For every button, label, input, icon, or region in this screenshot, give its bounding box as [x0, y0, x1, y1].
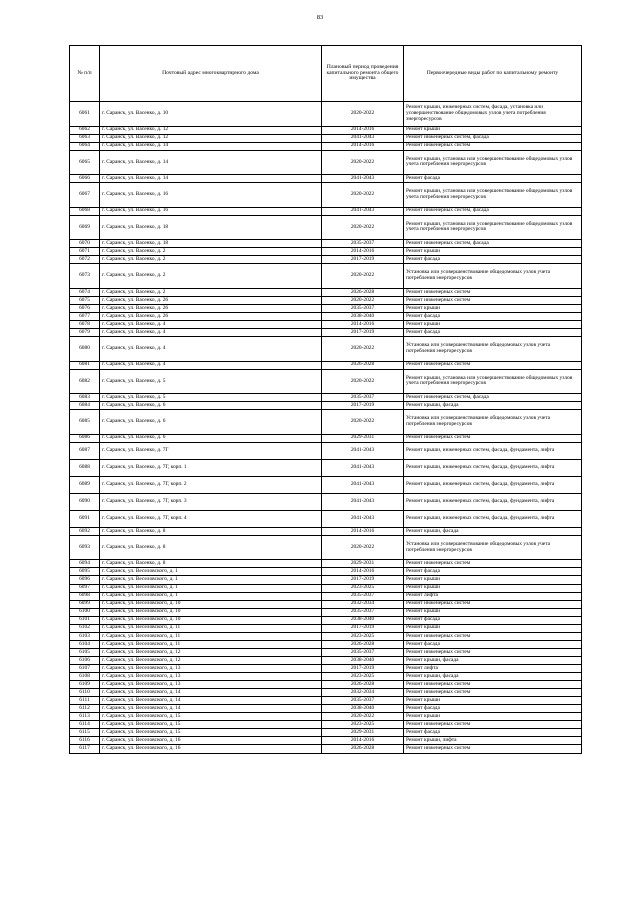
row-works: Установка или усовершенствование общедомовых узлов учета потребления энергоресурсов	[404, 535, 582, 560]
row-number: 6117	[70, 745, 100, 753]
table-row	[70, 560, 582, 568]
row-number: 6110	[70, 689, 100, 697]
row-works: Ремонт лифта	[404, 592, 582, 600]
row-works: Ремонт крыши	[404, 624, 582, 632]
row-address: г. Саранск, ул. Васенко, д. 16	[100, 207, 322, 215]
row-number: 6079	[70, 329, 100, 337]
row-number: 6078	[70, 321, 100, 329]
row-number: 6082	[70, 369, 100, 394]
table-row	[70, 510, 582, 527]
table-row	[70, 476, 582, 493]
row-address: г. Саранск, ул. Васенко, д. 5	[100, 369, 322, 394]
table-row	[70, 665, 582, 673]
table-row	[70, 640, 582, 648]
table-row	[70, 207, 582, 215]
row-address: г. Саранск, ул. Веселовского, д. 14	[100, 689, 322, 697]
row-number: 6066	[70, 175, 100, 183]
row-number: 6102	[70, 624, 100, 632]
table-row	[70, 624, 582, 632]
row-works: Ремонт инженерных систем	[404, 142, 582, 150]
row-works: Ремонт крыши	[404, 126, 582, 134]
row-period: 2041-2043	[322, 175, 404, 183]
row-address: г. Саранск, ул. Васенко, д. 18	[100, 215, 322, 240]
row-number: 6077	[70, 313, 100, 321]
row-number: 6075	[70, 296, 100, 304]
row-works: Ремонт инженерных систем	[404, 721, 582, 729]
row-works: Ремонт инженерных систем	[404, 648, 582, 656]
row-number: 6067	[70, 183, 100, 208]
table-row	[70, 394, 582, 402]
row-period: 2020-2022	[322, 215, 404, 240]
row-address: г. Саранск, ул. Веселовского, д. 15	[100, 729, 322, 737]
row-period: 2020-2022	[322, 183, 404, 208]
row-number: 6083	[70, 394, 100, 402]
row-number: 6087	[70, 442, 100, 459]
row-works: Ремонт фасада	[404, 568, 582, 576]
row-period: 2041-2043	[322, 493, 404, 510]
row-address: г. Саранск, ул. Веселовского, д. 15	[100, 721, 322, 729]
row-period: 2020-2022	[322, 535, 404, 560]
table-row	[70, 102, 582, 127]
table-row	[70, 608, 582, 616]
row-works: Ремонт крыши	[404, 321, 582, 329]
table-row	[70, 592, 582, 600]
row-address: г. Саранск, ул. Васенко, д. 26	[100, 304, 322, 312]
row-works: Ремонт крыши	[404, 248, 582, 256]
table-row	[70, 584, 582, 592]
row-number: 6072	[70, 256, 100, 264]
row-period: 2026-2028	[322, 288, 404, 296]
row-address: г. Саранск, ул. Васенко, д. 7Г, корп. 4	[100, 510, 322, 527]
table-row	[70, 434, 582, 442]
row-works: Ремонт фасада	[404, 329, 582, 337]
row-address: г. Саранск, ул. Васенко, д. 4	[100, 321, 322, 329]
row-address: г. Саранск, ул. Васенко, д. 7Г, корп. 3	[100, 493, 322, 510]
row-period: 2038-2040	[322, 656, 404, 664]
row-works: Ремонт фасада	[404, 705, 582, 713]
row-address: г. Саранск, ул. Веселовского, д. 1	[100, 576, 322, 584]
row-number: 6109	[70, 681, 100, 689]
row-period: 2014-2016	[322, 248, 404, 256]
row-number: 6086	[70, 434, 100, 442]
table-row	[70, 689, 582, 697]
table-row	[70, 264, 582, 289]
row-period: 2020-2022	[322, 150, 404, 175]
row-period: 2032-2034	[322, 600, 404, 608]
row-period: 2023-2025	[322, 673, 404, 681]
row-number: 6071	[70, 248, 100, 256]
row-number: 6090	[70, 493, 100, 510]
table-row	[70, 296, 582, 304]
row-address: г. Саранск, ул. Васенко, д. 4	[100, 329, 322, 337]
row-number: 6113	[70, 713, 100, 721]
row-period: 2017-2019	[322, 665, 404, 673]
table-row	[70, 150, 582, 175]
row-works: Ремонт лифта	[404, 665, 582, 673]
row-number: 6098	[70, 592, 100, 600]
row-works: Ремонт инженерных систем, фасада	[404, 240, 582, 248]
row-period: 2017-2019	[322, 329, 404, 337]
row-number: 6115	[70, 729, 100, 737]
page-number: 83	[316, 14, 324, 21]
row-period: 2017-2019	[322, 624, 404, 632]
row-address: г. Саранск, ул. Веселовского, д. 11	[100, 640, 322, 648]
header-address: Почтовый адрес многоквартирного дома	[100, 46, 322, 102]
row-address: г. Саранск, ул. Васенко, д. 8	[100, 560, 322, 568]
row-period: 2023-2025	[322, 721, 404, 729]
row-address: г. Саранск, ул. Веселовского, д. 1	[100, 592, 322, 600]
table-row	[70, 304, 582, 312]
row-address: г. Саранск, ул. Васенко, д. 7Г	[100, 442, 322, 459]
row-address: г. Саранск, ул. Веселовского, д. 12	[100, 648, 322, 656]
row-address: г. Саранск, ул. Васенко, д. 7Г, корп. 1	[100, 459, 322, 476]
row-works: Ремонт крыши	[404, 584, 582, 592]
row-number: 6093	[70, 535, 100, 560]
row-works: Ремонт крыши, инженерных систем, фасада, фундамента, лифта	[404, 459, 582, 476]
table-row	[70, 402, 582, 410]
row-address: г. Саранск, ул. Васенко, д. 12	[100, 126, 322, 134]
row-period: 2041-2043	[322, 134, 404, 142]
row-number: 6106	[70, 656, 100, 664]
header-period: Плановый период проведения капитального ремонта общего имущества	[322, 46, 404, 102]
row-address: г. Саранск, ул. Васенко, д. 5	[100, 394, 322, 402]
row-works: Ремонт фасада	[404, 256, 582, 264]
row-number: 6116	[70, 737, 100, 745]
row-works: Ремонт крыши, инженерных систем, фасада, фундамента, лифта	[404, 476, 582, 493]
row-address: г. Саранск, ул. Веселовского, д. 15	[100, 713, 322, 721]
row-period: 2035-2037	[322, 304, 404, 312]
table-row	[70, 175, 582, 183]
row-address: г. Саранск, ул. Васенко, д. 12	[100, 134, 322, 142]
row-address: г. Саранск, ул. Веселовского, д. 14	[100, 705, 322, 713]
row-address: г. Саранск, ул. Веселовского, д. 13	[100, 665, 322, 673]
row-period: 2035-2037	[322, 394, 404, 402]
table-row	[70, 442, 582, 459]
row-period: 2041-2043	[322, 442, 404, 459]
row-period: 2035-2037	[322, 240, 404, 248]
row-number: 6095	[70, 568, 100, 576]
row-number: 6112	[70, 705, 100, 713]
table-row	[70, 656, 582, 664]
row-works: Ремонт крыши, фасада	[404, 673, 582, 681]
row-works: Ремонт крыши, инженерных систем, фасада, установка или усовершенствование общедомовых узлов учета потребления энергоресурсов	[404, 102, 582, 127]
row-works: Ремонт инженерных систем	[404, 434, 582, 442]
row-number: 6076	[70, 304, 100, 312]
row-number: 6080	[70, 337, 100, 362]
row-number: 6070	[70, 240, 100, 248]
row-period: 2017-2019	[322, 576, 404, 584]
table-row	[70, 721, 582, 729]
row-address: г. Саранск, ул. Веселовского, д. 16	[100, 737, 322, 745]
row-address: г. Саранск, ул. Васенко, д. 26	[100, 296, 322, 304]
table-row	[70, 493, 582, 510]
row-period: 2017-2019	[322, 402, 404, 410]
row-period: 2035-2037	[322, 608, 404, 616]
row-period: 2032-2034	[322, 689, 404, 697]
row-number: 6100	[70, 608, 100, 616]
row-number: 6091	[70, 510, 100, 527]
row-address: г. Саранск, ул. Васенко, д. 10	[100, 102, 322, 127]
row-works: Ремонт фасада	[404, 640, 582, 648]
row-works: Ремонт крыши	[404, 304, 582, 312]
row-address: г. Саранск, ул. Веселовского, д. 1	[100, 584, 322, 592]
row-works: Ремонт крыши, инженерных систем, фасада, фундамента, лифта	[404, 510, 582, 527]
row-number: 6085	[70, 410, 100, 435]
row-number: 6062	[70, 126, 100, 134]
row-works: Установка или усовершенствование общедомовых узлов учета потребления энергоресурсов	[404, 264, 582, 289]
row-period: 2023-2025	[322, 584, 404, 592]
table-row	[70, 134, 582, 142]
row-number: 6114	[70, 721, 100, 729]
table-row	[70, 321, 582, 329]
repair-schedule-table	[69, 45, 582, 754]
row-address: г. Саранск, ул. Васенко, д. 8	[100, 527, 322, 535]
row-number: 6108	[70, 673, 100, 681]
row-works: Ремонт инженерных систем	[404, 681, 582, 689]
table-row	[70, 673, 582, 681]
row-works: Ремонт инженерных систем, фасада	[404, 134, 582, 142]
row-address: г. Саранск, ул. Васенко, д. 2	[100, 256, 322, 264]
row-address: г. Саранск, ул. Васенко, д. 16	[100, 183, 322, 208]
row-number: 6099	[70, 600, 100, 608]
row-works: Ремонт крыши	[404, 576, 582, 584]
row-works: Ремонт крыши, фасада	[404, 527, 582, 535]
row-address: г. Саранск, ул. Васенко, д. 4	[100, 337, 322, 362]
row-works: Ремонт крыши, фасада	[404, 656, 582, 664]
row-works: Ремонт крыши	[404, 713, 582, 721]
row-period: 2014-2016	[322, 527, 404, 535]
row-works: Ремонт крыши, установка или усовершенствование общедомовых узлов учета потребления энергоресурсов	[404, 183, 582, 208]
row-period: 2041-2043	[322, 207, 404, 215]
row-period: 2020-2022	[322, 713, 404, 721]
header-num: № п/п	[70, 46, 100, 102]
row-number: 6111	[70, 697, 100, 705]
row-period: 2038-2040	[322, 705, 404, 713]
row-works: Ремонт инженерных систем, фасада	[404, 394, 582, 402]
row-number: 6068	[70, 207, 100, 215]
table-row	[70, 337, 582, 362]
row-works: Установка или усовершенствование общедомовых узлов учета потребления энергоресурсов	[404, 337, 582, 362]
row-works: Ремонт крыши, установка или усовершенствование общедомовых узлов учета потребления энергоресурсов	[404, 369, 582, 394]
table-row	[70, 240, 582, 248]
row-works: Ремонт инженерных систем	[404, 745, 582, 753]
row-works: Ремонт фасада	[404, 616, 582, 624]
table-row	[70, 215, 582, 240]
row-address: г. Саранск, ул. Веселовского, д. 12	[100, 656, 322, 664]
row-period: 2020-2022	[322, 337, 404, 362]
row-address: г. Саранск, ул. Веселовского, д. 10	[100, 616, 322, 624]
table-row	[70, 329, 582, 337]
row-number: 6092	[70, 527, 100, 535]
row-period: 2020-2022	[322, 410, 404, 435]
row-works: Ремонт крыши	[404, 608, 582, 616]
table-row	[70, 648, 582, 656]
row-works: Ремонт крыши, установка или усовершенствование общедомовых узлов учета потребления энергоресурсов	[404, 150, 582, 175]
table-row	[70, 632, 582, 640]
row-number: 6065	[70, 150, 100, 175]
row-period: 2038-2040	[322, 616, 404, 624]
row-address: г. Саранск, ул. Васенко, д. 14	[100, 142, 322, 150]
row-period: 2023-2025	[322, 632, 404, 640]
row-address: г. Саранск, ул. Васенко, д. 6	[100, 410, 322, 435]
table-row	[70, 126, 582, 134]
row-address: г. Саранск, ул. Васенко, д. 8	[100, 535, 322, 560]
row-address: г. Саранск, ул. Веселовского, д. 11	[100, 624, 322, 632]
row-address: г. Саранск, ул. Васенко, д. 6	[100, 402, 322, 410]
row-works: Ремонт инженерных систем	[404, 288, 582, 296]
row-period: 2035-2037	[322, 592, 404, 600]
row-period: 2014-2016	[322, 568, 404, 576]
row-address: г. Саранск, ул. Васенко, д. 7Г, корп. 2	[100, 476, 322, 493]
row-works: Установка или усовершенствование общедомовых узлов учета потребления энергоресурсов	[404, 410, 582, 435]
row-number: 6089	[70, 476, 100, 493]
row-works: Ремонт крыши, инженерных систем, фасада, фундамента, лифта	[404, 442, 582, 459]
table-row	[70, 313, 582, 321]
row-works: Ремонт инженерных систем	[404, 560, 582, 568]
row-period: 2014-2016	[322, 126, 404, 134]
row-works: Ремонт инженерных систем	[404, 689, 582, 697]
table-row	[70, 745, 582, 753]
row-address: г. Саранск, ул. Веселовского, д. 14	[100, 697, 322, 705]
row-number: 6074	[70, 288, 100, 296]
table-row	[70, 369, 582, 394]
row-period: 2026-2028	[322, 361, 404, 369]
row-number: 6097	[70, 584, 100, 592]
table-row	[70, 600, 582, 608]
row-address: г. Саранск, ул. Васенко, д. 26	[100, 313, 322, 321]
row-number: 6064	[70, 142, 100, 150]
table-row	[70, 256, 582, 264]
table-row	[70, 576, 582, 584]
row-period: 2041-2043	[322, 459, 404, 476]
row-works: Ремонт крыши, фасада	[404, 402, 582, 410]
table-row	[70, 568, 582, 576]
row-period: 2020-2022	[322, 296, 404, 304]
row-works: Ремонт крыши, инженерных систем, фасада, фундамента, лифта	[404, 493, 582, 510]
row-works: Ремонт крыши, лифта	[404, 737, 582, 745]
row-number: 6107	[70, 665, 100, 673]
table-row	[70, 142, 582, 150]
row-address: г. Саранск, ул. Веселовского, д. 13	[100, 681, 322, 689]
table-row	[70, 459, 582, 476]
row-address: г. Саранск, ул. Веселовского, д. 10	[100, 608, 322, 616]
table-row	[70, 681, 582, 689]
table-row	[70, 616, 582, 624]
row-works: Ремонт фасада	[404, 313, 582, 321]
row-period: 2017-2019	[322, 256, 404, 264]
row-works: Ремонт крыши	[404, 697, 582, 705]
row-period: 2020-2022	[322, 264, 404, 289]
row-works: Ремонт инженерных систем	[404, 296, 582, 304]
table-row	[70, 729, 582, 737]
row-works: Ремонт фасада	[404, 175, 582, 183]
row-number: 6069	[70, 215, 100, 240]
row-address: г. Саранск, ул. Васенко, д. 14	[100, 175, 322, 183]
row-period: 2014-2016	[322, 321, 404, 329]
table-row	[70, 410, 582, 435]
row-number: 6084	[70, 402, 100, 410]
row-period: 2026-2028	[322, 681, 404, 689]
row-period: 2038-2040	[322, 313, 404, 321]
row-address: г. Саранск, ул. Васенко, д. 6	[100, 434, 322, 442]
table-row	[70, 705, 582, 713]
row-works: Ремонт инженерных систем	[404, 600, 582, 608]
table-row	[70, 713, 582, 721]
row-number: 6105	[70, 648, 100, 656]
row-period: 2041-2043	[322, 510, 404, 527]
row-address: г. Саранск, ул. Васенко, д. 4	[100, 361, 322, 369]
table-body	[70, 102, 582, 754]
row-period: 2029-2031	[322, 729, 404, 737]
header-works: Первоочередные виды работ по капитальному ремонту	[404, 46, 582, 102]
row-address: г. Саранск, ул. Васенко, д. 2	[100, 248, 322, 256]
row-address: г. Саранск, ул. Веселовского, д. 16	[100, 745, 322, 753]
row-number: 6104	[70, 640, 100, 648]
row-works: Ремонт фасада	[404, 729, 582, 737]
table-row	[70, 183, 582, 208]
table-row	[70, 527, 582, 535]
row-number: 6094	[70, 560, 100, 568]
table-row	[70, 248, 582, 256]
row-period: 2020-2022	[322, 369, 404, 394]
row-period: 2026-2028	[322, 640, 404, 648]
row-period: 2029-2031	[322, 560, 404, 568]
row-period: 2035-2037	[322, 648, 404, 656]
row-period: 2020-2022	[322, 102, 404, 127]
table-row	[70, 737, 582, 745]
table-row	[70, 361, 582, 369]
table-row	[70, 697, 582, 705]
row-address: г. Саранск, ул. Васенко, д. 18	[100, 240, 322, 248]
table-row	[70, 288, 582, 296]
row-address: г. Саранск, ул. Веселовского, д. 1	[100, 568, 322, 576]
row-period: 2041-2043	[322, 476, 404, 493]
row-number: 6063	[70, 134, 100, 142]
row-address: г. Саранск, ул. Веселовского, д. 13	[100, 673, 322, 681]
row-works: Ремонт инженерных систем, фасада	[404, 207, 582, 215]
row-period: 2014-2016	[322, 737, 404, 745]
row-number: 6088	[70, 459, 100, 476]
row-period: 2029-2031	[322, 434, 404, 442]
row-works: Ремонт инженерных систем	[404, 632, 582, 640]
row-works: Ремонт инженерных систем	[404, 361, 582, 369]
row-number: 6061	[70, 102, 100, 127]
row-number: 6103	[70, 632, 100, 640]
row-address: г. Саранск, ул. Веселовского, д. 10	[100, 600, 322, 608]
table-row	[70, 535, 582, 560]
row-number: 6081	[70, 361, 100, 369]
row-number: 6073	[70, 264, 100, 289]
row-period: 2035-2037	[322, 697, 404, 705]
row-works: Ремонт крыши, установка или усовершенствование общедомовых узлов учета потребления энергоресурсов	[404, 215, 582, 240]
row-address: г. Саранск, ул. Веселовского, д. 11	[100, 632, 322, 640]
row-period: 2014-2016	[322, 142, 404, 150]
row-number: 6096	[70, 576, 100, 584]
row-period: 2026-2028	[322, 745, 404, 753]
row-address: г. Саранск, ул. Васенко, д. 14	[100, 150, 322, 175]
row-address: г. Саранск, ул. Васенко, д. 2	[100, 264, 322, 289]
header-row	[70, 46, 582, 102]
row-number: 6101	[70, 616, 100, 624]
row-address: г. Саранск, ул. Васенко, д. 2	[100, 288, 322, 296]
